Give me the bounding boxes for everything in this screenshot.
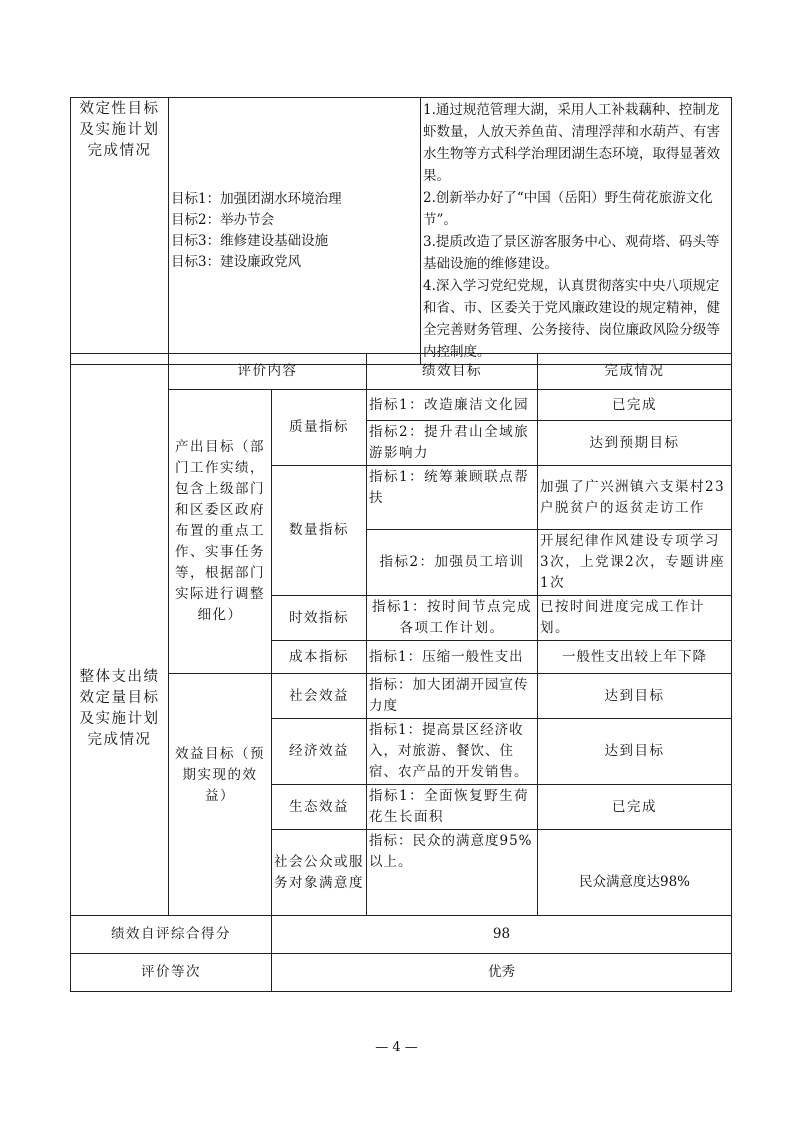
qualitative-label: 效定性目标及实施计划完成情况 [71,98,169,365]
target-cell: 指标1：改造廉洁文化园 [367,390,538,421]
status-cell: 加强了广兴洲镇六支渠村23户脱贫户的返贫走访工作 [538,466,732,530]
benefit-goal-label: 效益目标（预期实现的效益） [169,674,272,916]
goal-item: 目标3：建设廉政党风 [171,254,302,270]
status-cell: 达到目标 [538,674,732,719]
goal-item: 目标3：维修建设基础设施 [171,233,329,249]
benefit-type-label: 社会公众或服务对象满意度 [272,830,367,916]
quantitative-goals-table [70,353,732,992]
benefit-type-label: 生态效益 [272,785,367,830]
benefit-type-label: 社会效益 [272,674,367,719]
quantity-label: 数量指标 [272,466,367,596]
target-cell: 指标：加大团湖开园宣传力度 [367,674,538,719]
result-item: 1.通过规范管理大湖，采用人工补栽藕种、控制龙虾数量，人放天养鱼苗、清理浮萍和水葫芦、有害水生物等方式科学治理团湖生态环境，取得显著效果。 [423,102,720,184]
results-cell [421,98,732,365]
quantitative-label: 整体支出绩效定量目标及实施计划完成情况 [71,354,169,916]
grade-label: 评价等次 [71,954,272,992]
target-cell: 指标2：加强员工培训 [367,530,538,596]
quality-label: 质量指标 [272,390,367,466]
result-item: 4.深入学习党纪党规，认真贯彻落实中央八项规定和省、市、区委关于党风廉政建设的规定精神，健全完善财务管理、公务接待、岗位廉政风险分级等内控制度。 [423,278,720,360]
target-cell: 指标1：统筹兼顾联点帮扶 [367,466,538,530]
benefit-type-label: 经济效益 [272,719,367,785]
grade-value: 优秀 [272,954,732,992]
status-cell: 达到预期目标 [538,421,732,466]
cost-label: 成本指标 [272,641,367,674]
status-cell: 开展纪律作风建设专项学习3次，上党课2次，专题讲座1次 [538,530,732,596]
status-cell: 已按时间进度完成工作计划。 [538,596,732,641]
score-value: 98 [272,916,732,954]
target-cell: 指标：民众的满意度95%以上。 [367,830,538,916]
status-cell: 一般性支出较上年下降 [538,641,732,674]
qualitative-goals-table [70,97,732,365]
target-cell: 指标1：按时间节点完成各项工作计划。 [367,596,538,641]
target-cell: 指标1：压缩一般性支出 [367,641,538,674]
target-cell: 指标1：全面恢复野生荷花生长面积 [367,785,538,830]
status-cell: 达到目标 [538,719,732,785]
result-item: 3.提质改造了景区游客服务中心、观荷塔、码头等基础设施的维修建设。 [423,234,720,272]
page-number: — 4 — [375,1040,418,1055]
score-label: 绩效自评综合得分 [71,916,272,954]
result-item: 2.创新举办好了“中国（岳阳）野生荷花旅游文化节”。 [423,190,713,228]
header-target: 绩效目标 [367,354,538,390]
timeliness-label: 时效指标 [272,596,367,641]
status-cell: 民众满意度达98% [538,830,732,916]
goal-item: 目标1：加强团湖水环境治理 [171,191,342,207]
goals-cell [169,98,421,365]
status-cell: 已完成 [538,785,732,830]
goal-item: 目标2：举办节会 [171,212,275,228]
target-cell: 指标1：提高景区经济收入，对旅游、餐饮、住宿、农产品的开发销售。 [367,719,538,785]
status-cell: 已完成 [538,390,732,421]
output-goal-label: 产出目标（部门工作实绩，包含上级部门和区委区政府布置的重点工作、实事任务等，根据部门实际进行调整细化） [169,390,272,674]
target-cell: 指标2：提升君山全域旅游影响力 [367,421,538,466]
header-content: 评价内容 [169,354,367,390]
header-status: 完成情况 [538,354,732,390]
